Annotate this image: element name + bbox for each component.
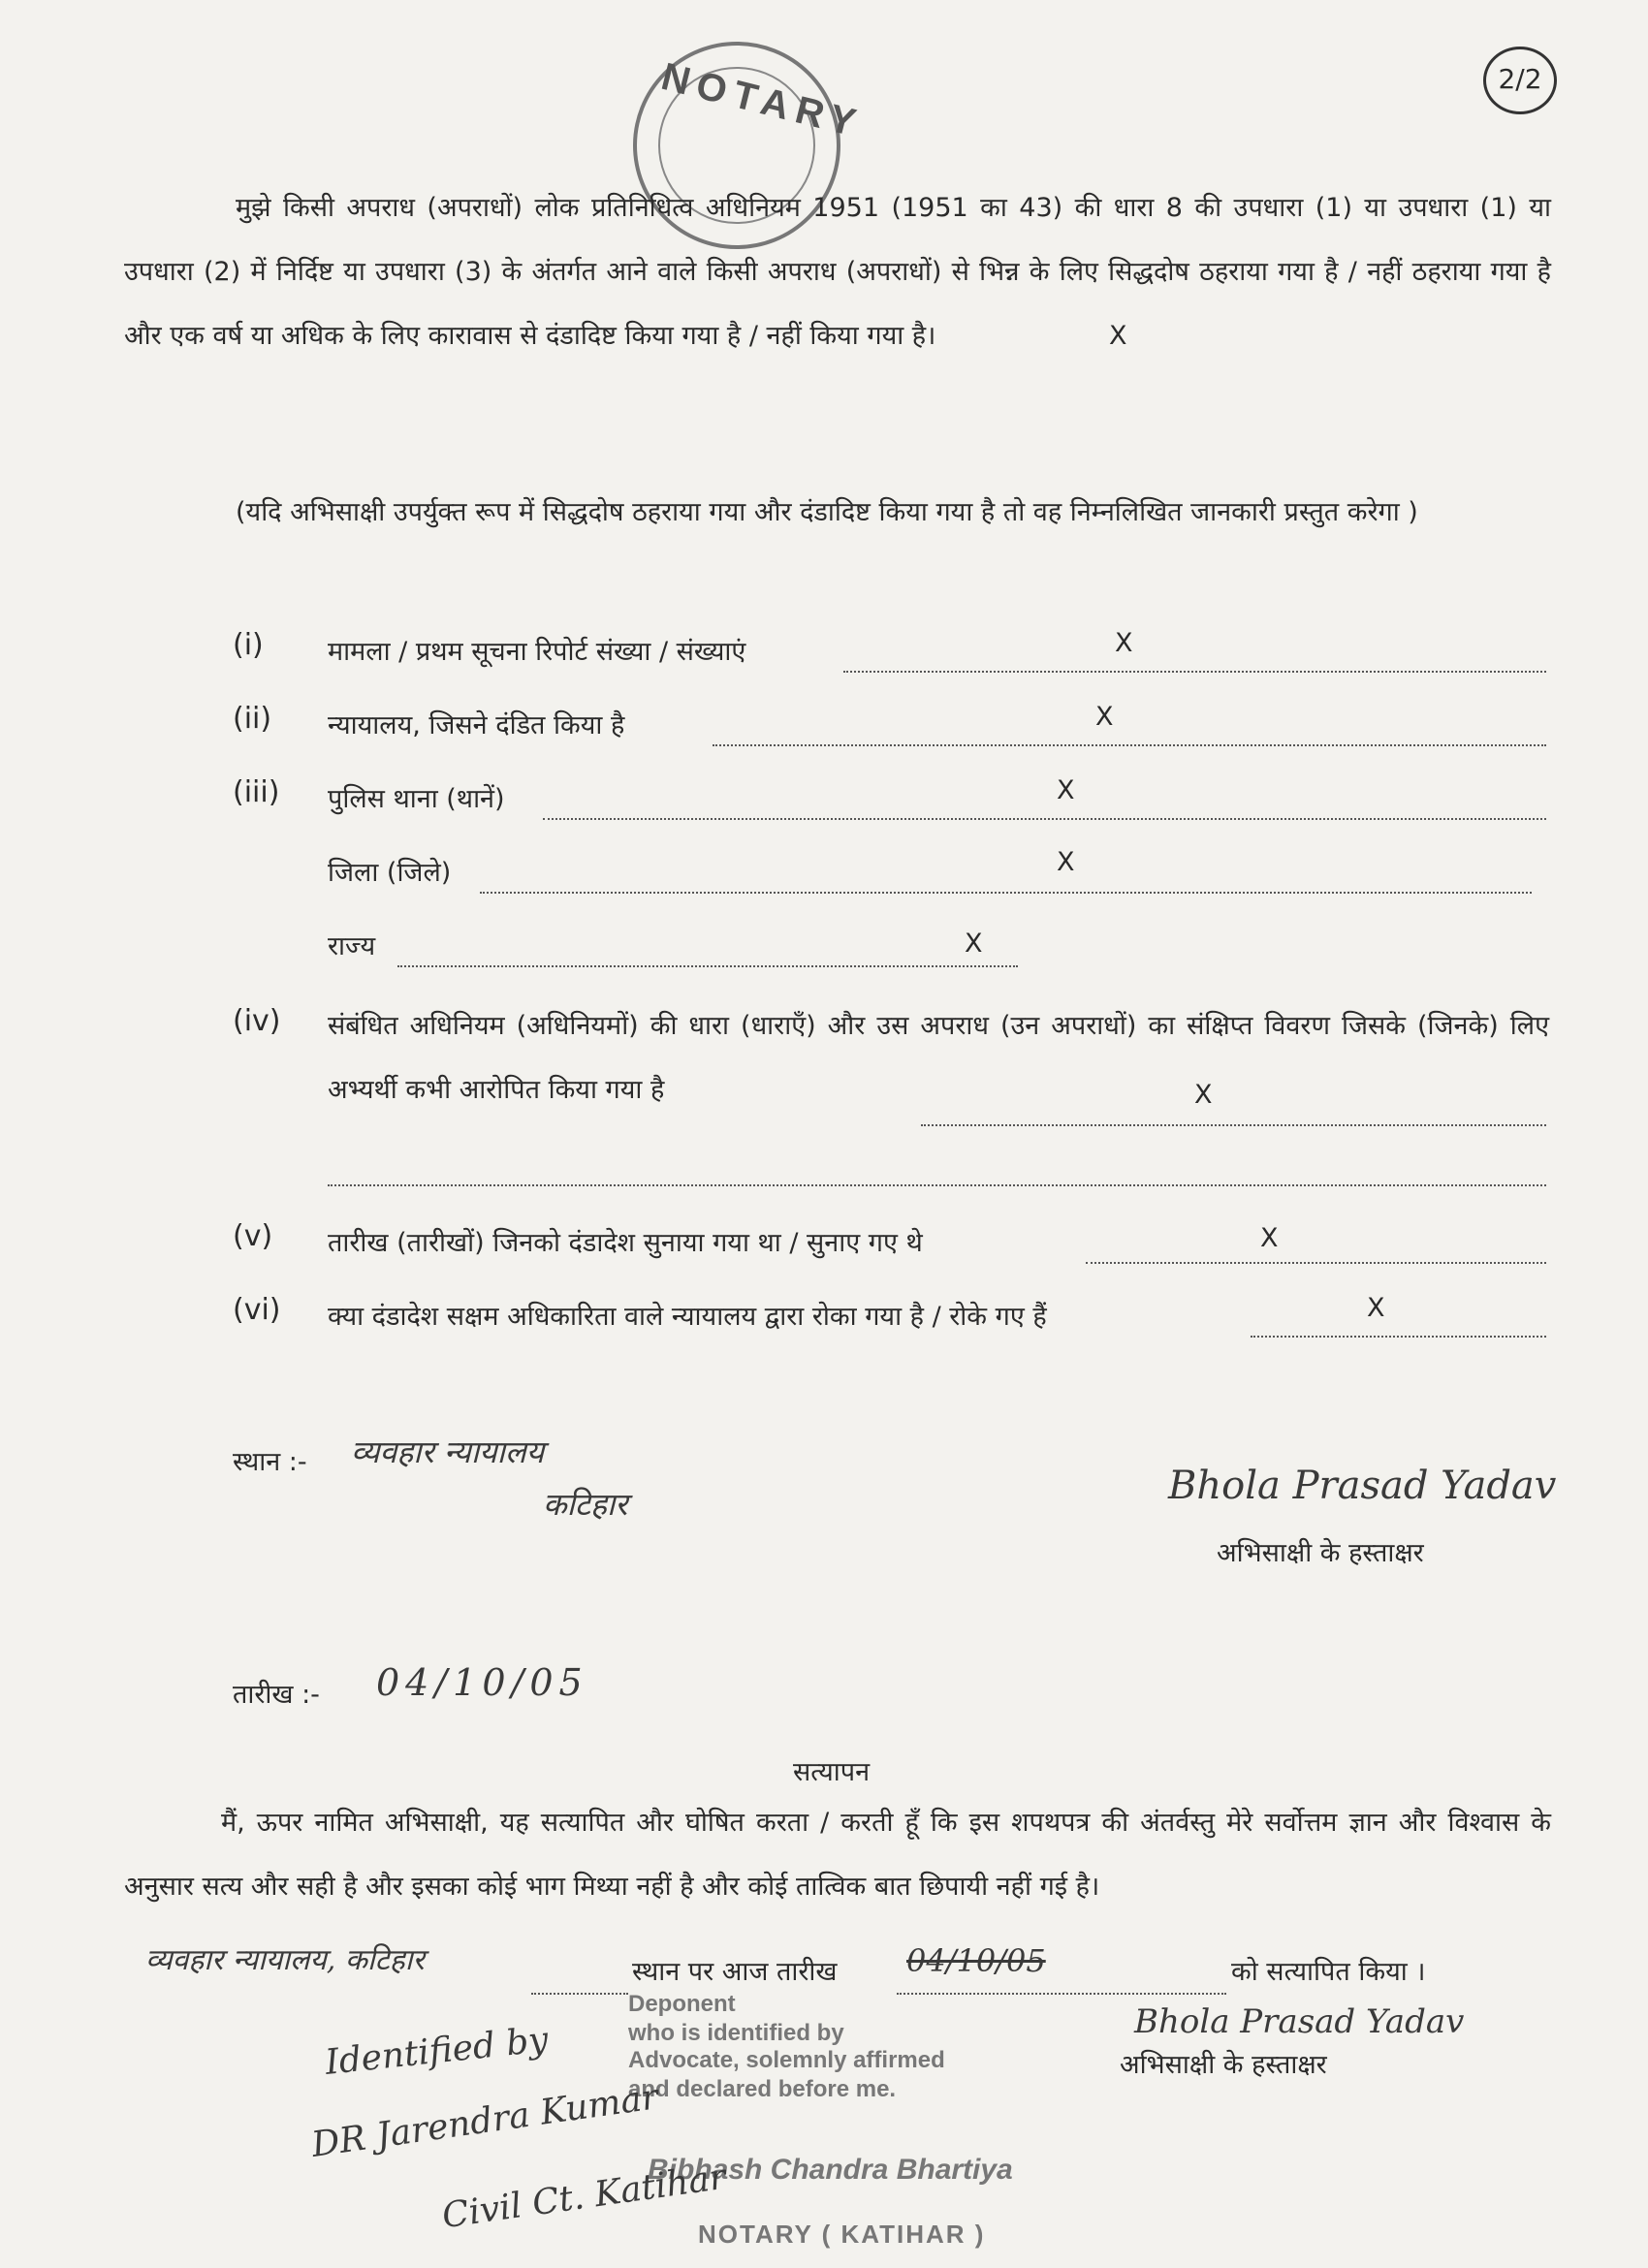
date-value: 04/10/05 — [376, 1661, 588, 1704]
date-label: तारीख :- — [233, 1680, 320, 1710]
fill-line — [480, 866, 1532, 894]
fill-line — [713, 719, 1546, 746]
item-label-vi: (vi) — [233, 1293, 281, 1327]
item-state: राज्य — [328, 931, 376, 961]
fill-line — [543, 793, 1546, 820]
item-case-number — [328, 632, 745, 668]
fill-line — [921, 1099, 1546, 1126]
declaration-text: मुझे किसी अपराध (अपराधों) लोक प्रतिनिधित्व अधिनियम 1951 (1951 का 43) की धारा 8 की उपधारा (1) या उपधारा (1) या उपधारा (2) में निर्दिष्ट या उपधारा (3) के अंतर्गत आने वाले किसी अपराध (अपराधों) से भिन्न के लिए सिद्धदोष ठहराया गया है / नहीं ठहराया गया है और एक वर्ष या अधिक के लिए कारावास से दंडादिष्ट किया गया है / नहीं किया गया है। — [124, 193, 1551, 351]
notary-declared-line: and declared before me. — [628, 2076, 897, 2102]
item-district: जिला (जिले) — [328, 858, 452, 888]
verification-title: सत्यापन — [793, 1757, 871, 1787]
item-label-ii: (ii) — [233, 702, 272, 736]
fill-line — [843, 646, 1546, 673]
place-value-line2: कटिहार — [543, 1486, 628, 1523]
verification-signature-label: अभिसाक्षी के हस्ताक्षर — [1120, 2050, 1327, 2080]
notary-identified-line: who is identified by — [628, 2020, 844, 2046]
declaration-paragraph — [124, 176, 1551, 368]
item-police-station: पुलिस थाना (थानें) — [328, 784, 505, 814]
item-label-i: (i) — [233, 628, 264, 662]
verification-end-text: को सत्यापित किया । — [1231, 1957, 1426, 1987]
item-label-v: (v) — [233, 1219, 273, 1253]
strike-mark: X — [1367, 1293, 1385, 1323]
fill-line — [397, 940, 1018, 967]
fill-line — [328, 1159, 1546, 1186]
strike-mark: X — [1260, 1223, 1279, 1253]
identifier-court: Civil Ct. Katihar — [439, 2157, 729, 2237]
strike-mark: X — [1095, 702, 1114, 732]
notary-name: Bibhash Chandra Bhartiya — [648, 2154, 1013, 2186]
conditional-paragraph: (यदि अभिसाक्षी उपर्युक्त रूप में सिद्धदोष ठहराया गया और दंडादिष्ट किया गया है तो वह निम्नलिखित जानकारी प्रस्तुत करेगा ) — [236, 497, 1418, 527]
item-label-iv: (iv) — [233, 1004, 281, 1038]
notary-deponent-line: Deponent — [628, 1991, 736, 2017]
item-text: संबंधित अधिनियम (अधिनियमों) की धारा (धाराएँ) और उस अपराध (उन अपराधों) का संक्षिप्त विवरण जिसके (जिनके) लिए अभ्यर्थी कभी आरोपित किया गया है — [328, 1011, 1549, 1105]
strike-mark: X — [1057, 775, 1075, 805]
strike-mark: X — [1108, 321, 1127, 351]
identified-by: Identified by — [323, 2020, 551, 2083]
verification-date: 04/10/05 — [906, 1942, 1046, 1979]
fill-line — [1251, 1310, 1546, 1338]
strike-mark: X — [965, 929, 983, 959]
strike-mark: X — [1115, 628, 1133, 658]
verification-signature: Bhola Prasad Yadav — [1134, 2002, 1465, 2041]
verification-mid-text: स्थान पर आज तारीख — [632, 1957, 838, 1987]
fill-line — [1086, 1237, 1546, 1264]
verification-place: व्यवहार न्यायालय, कटिहार — [145, 1943, 425, 1977]
notary-seal-text: NOTARY — [656, 54, 868, 147]
item-sentence-date: तारीख (तारीखों) जिनको दंडादेश सुनाया गया था / सुनाए गए थे — [328, 1228, 923, 1258]
deponent-signature: Bhola Prasad Yadav — [1168, 1464, 1557, 1508]
strike-mark: X — [1057, 847, 1075, 877]
page-number: 2/2 — [1483, 47, 1557, 114]
item-label-iii: (iii) — [233, 775, 280, 809]
item-sentence-stayed: क्या दंडादेश सक्षम अधिकारिता वाले न्यायालय द्वारा रोका गया है / रोके गए हैं — [328, 1302, 1047, 1332]
place-value-line1: व्यवहार न्यायालय — [351, 1433, 545, 1470]
verification-text: मैं, ऊपर नामित अभिसाक्षी, यह सत्यापित और घोषित करता / करती हूँ कि इस शपथपत्र की अंतर्वस्तु मेरे सर्वोत्तम ज्ञान और विश्वास के अनुसार सत्य और सही है और इसका कोई भाग मिथ्या नहीं है और कोई तात्विक बात छिपायी नहीं गई है। — [124, 1808, 1551, 1902]
deponent-signature-label: अभिसाक्षी के हस्ताक्षर — [1217, 1538, 1424, 1568]
notary-affirmed-line: Advocate, solemnly affirmed — [628, 2047, 945, 2073]
notary-title: NOTARY ( KATIHAR ) — [698, 2220, 986, 2249]
item-text: मामला / प्रथम सूचना रिपोर्ट संख्या / संख्याएं — [328, 637, 746, 667]
fill-line — [531, 1968, 628, 1995]
strike-mark: X — [1194, 1080, 1213, 1110]
item-court: न्यायालय, जिसने दंडित किया है — [328, 710, 625, 740]
identifier-name: DR Jarendra Kumar — [308, 2077, 661, 2165]
place-label: स्थान :- — [233, 1447, 307, 1477]
